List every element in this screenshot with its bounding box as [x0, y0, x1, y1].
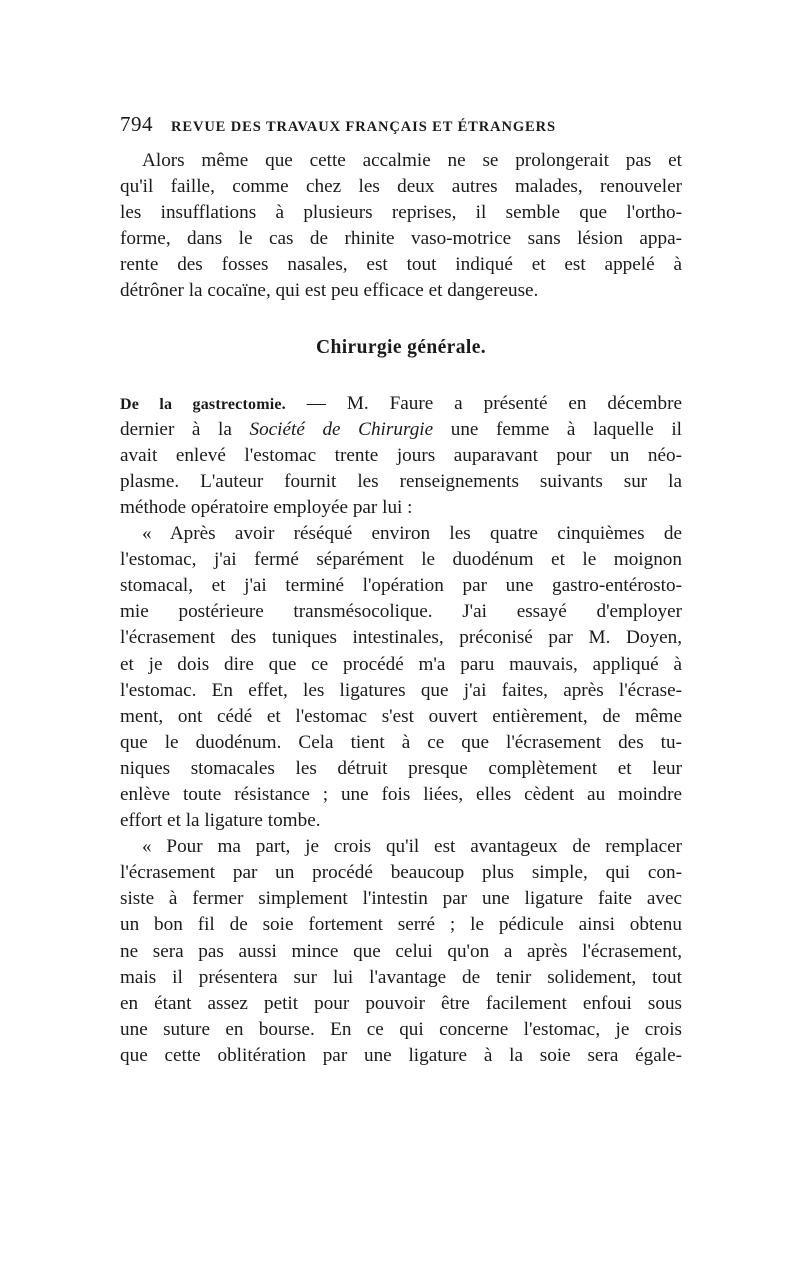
text-line: un bon fil de soie fortement serré ; le pédicule ainsi obtenu	[120, 914, 682, 936]
text-line: mie postérieure transmésocolique. J'ai essayé d'employer	[120, 601, 682, 623]
text-line: et je dois dire que ce procédé m'a paru mauvais, appliqué à	[120, 653, 682, 675]
runin-title: De la gastrectomie.	[120, 395, 286, 413]
text-line: les insufflations à plusieurs reprises, il semble que l'ortho-	[120, 202, 682, 224]
text-fragment: — M. Faure a présenté en décembre	[285, 392, 682, 414]
text-line: forme, dans le cas de rhinite vaso-motrice sans lésion appa-	[120, 228, 682, 250]
text-line: plasme. L'auteur fournit les renseignements suivants sur la	[120, 470, 682, 492]
text-line: détrôner la cocaïne, qui est peu efficace et dangereuse.	[120, 280, 539, 302]
text-line: l'écrasement des tuniques intestinales, préconisé par M. Doyen,	[120, 627, 682, 649]
text-line: ment, ont cédé et l'estomac s'est ouvert entièrement, de même	[120, 705, 682, 727]
text-line: « Pour ma part, je crois qu'il est avantageux de remplacer	[142, 836, 682, 858]
running-head	[120, 112, 682, 144]
text-line: l'écrasement par un procédé beaucoup plus simple, qui con-	[120, 862, 682, 884]
text-fragment: dernier à la	[120, 418, 250, 440]
text-line: qu'il faille, comme chez les deux autres malades, renouveler	[120, 176, 682, 198]
running-title: REVUE DES TRAVAUX FRANÇAIS ET ÉTRANGERS	[171, 119, 556, 135]
text-line: mais il présentera sur lui l'avantage de tenir solidement, tout	[120, 966, 682, 988]
paragraph-gastrectomie	[120, 391, 682, 521]
text-line: siste à fermer simplement l'intestin par une ligature faite avec	[120, 888, 682, 910]
text-line	[120, 391, 682, 417]
text-line: niques stomacales les détruit presque complètement et leur	[120, 757, 682, 779]
section-heading: Chirurgie générale.	[315, 336, 487, 358]
text-line: avait enlevé l'estomac trente jours auparavant pour un néo-	[120, 444, 682, 466]
text-line: une suture en bourse. En ce qui concerne l'estomac, je crois	[120, 1018, 682, 1040]
text-line: que le duodénum. Cela tient à ce que l'écrasement des tu-	[120, 731, 682, 753]
text-line: Alors même que cette accalmie ne se prolongerait pas et	[142, 150, 682, 171]
text-line: méthode opératoire employée par lui :	[120, 496, 413, 518]
paragraph-quote-1	[120, 521, 682, 834]
text-line: que cette oblitération par une ligature à la soie sera égale-	[120, 1044, 682, 1066]
text-line: l'estomac, j'ai fermé séparément le duodénum et le moignon	[120, 549, 682, 571]
text-line: l'estomac. En effet, les ligatures que j'ai faites, après l'écrase-	[120, 679, 682, 701]
text-line: stomacal, et j'ai terminé l'opération par une gastro-entérosto-	[120, 575, 682, 597]
page	[120, 112, 682, 1069]
text-line: « Après avoir réséqué environ les quatre cinquièmes de	[142, 523, 682, 545]
text-line: ne sera pas aussi mince que celui qu'on a après l'écrasement,	[120, 940, 682, 962]
paragraph-orthoforme	[120, 148, 682, 305]
text-line: effort et la ligature tombe.	[120, 810, 321, 832]
text-fragment: une femme à laquelle il	[433, 418, 682, 440]
text-line: enlève toute résistance ; une fois liées, elles cèdent au moindre	[120, 783, 682, 805]
text-line: en étant assez petit pour pouvoir être facilement enfoui sous	[120, 992, 682, 1014]
journal-name: Société de Chirurgie	[249, 418, 434, 440]
text-line	[120, 417, 682, 443]
page-number: 794	[120, 112, 153, 136]
paragraph-quote-2	[120, 834, 682, 1069]
text-line: rente des fosses nasales, est tout indiqué et est appelé à	[120, 254, 682, 276]
